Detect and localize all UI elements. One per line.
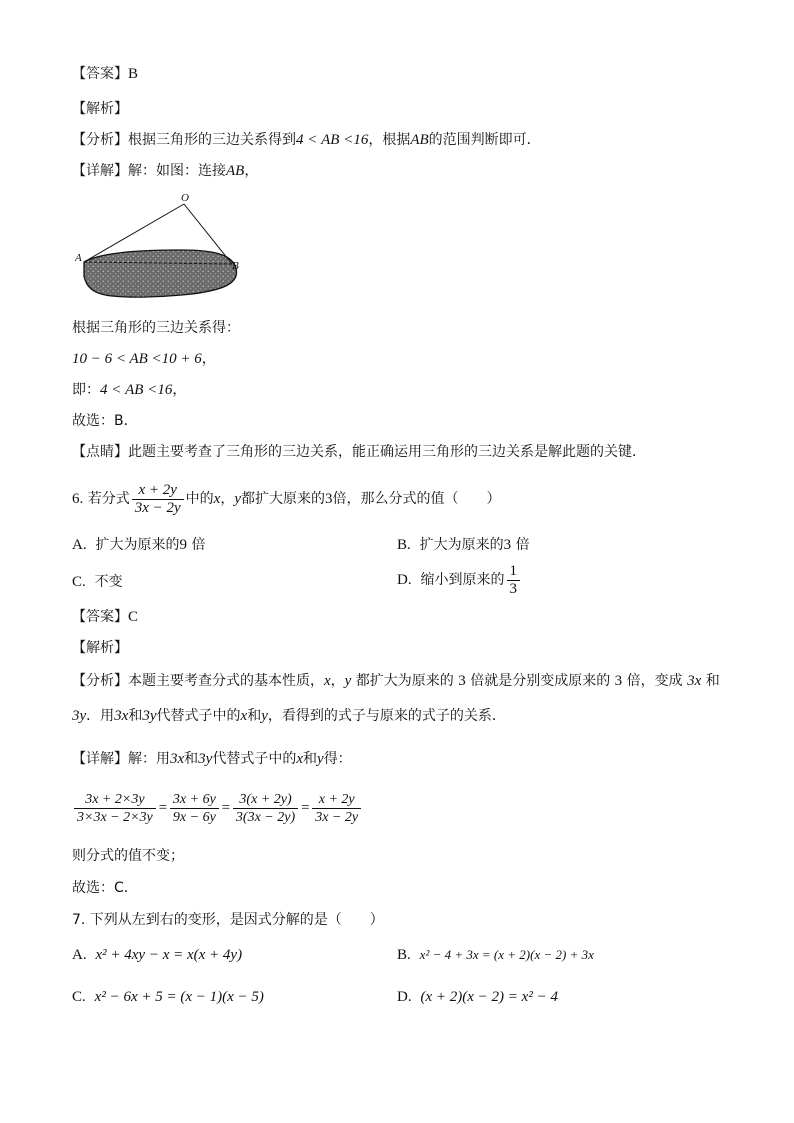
var-y: y [234,491,241,507]
number-3: 3 [614,673,623,689]
step3-prefix: 即： [72,382,100,398]
q5-step2 [72,349,216,369]
fenxi-text: 本题主要考查分式的基本性质， [128,673,324,689]
answer-value: B [128,66,139,82]
fraction-denominator: 3×3x − 2×3y [77,810,153,826]
label-b: B [232,260,239,272]
q6-number: 6. [72,491,84,507]
step3-inequality: 4 < AB <16 [100,382,173,398]
fraction-numerator: 3x + 2×3y [74,791,156,809]
option-expression: x² − 4 + 3x = (x + 2)(x − 2) + 3x [419,947,594,962]
xiangjie-text: 和 [303,751,318,767]
q6-option-d[interactable] [397,560,522,600]
q5-xiangjie-line [72,161,258,181]
q5-analysis-tag: 【解析】 [72,101,128,117]
q6-equation-chain [72,788,363,829]
xiangjie-text: 得： [323,751,352,767]
answer-tag: 【答案】 [72,609,128,625]
xiangjie-text: 解：用 [128,751,170,767]
option-label: A. [72,537,87,553]
q7-option-c[interactable] [72,987,264,1007]
q7-option-a[interactable] [72,945,242,965]
q6-stem [72,480,500,518]
q6-stem-comma: ， [220,491,235,507]
fenxi-text: 根据三角形的三边关系得到 [128,132,296,148]
q7-option-d[interactable] [397,987,558,1007]
lake-shape [84,250,237,297]
xiangjie-tag: 【详解】 [72,751,128,767]
q6-analysis-tag: 【解析】 [72,640,128,656]
option-label: C. [72,989,86,1005]
equals-sign: = [157,800,168,816]
var-y: y [261,708,268,724]
fraction-denominator: 9x − 6y [172,810,216,826]
option-text: 扩大为原来的 [419,537,504,553]
fraction-denominator: 3(3x − 2y) [235,810,296,826]
fenxi-tag: 【分析】 [72,673,128,689]
eq-fraction-3 [233,791,298,826]
fenxi-text: 都扩大为原来的 [355,673,454,689]
var-y: y [317,751,324,767]
q6-stem-text: 倍，那么分式的值（ ） [332,491,501,507]
q6-stem-text: 都扩大原来的 [240,491,325,507]
fenxi-text: 的范围判断即可． [428,132,541,148]
q5-answer-line [72,64,138,84]
fraction-numerator: x + 2y [312,791,361,809]
var-x: x [296,751,304,767]
expr-3x: 3x [114,708,129,724]
dianjing-text: 此题主要考查了三角形的三边关系，能正确运用三角形的三边关系是解此题的关键． [128,444,646,460]
expr-3y: 3y [142,708,157,724]
xiangjie-tag: 【详解】 [72,163,128,179]
fenxi-text: 和 [247,708,262,724]
expr-3x: 3x [687,673,702,689]
q6-conclusion: 则分式的值不变； [72,848,184,864]
q5-fenxi-line [72,130,541,150]
xiangjie-ab: AB [226,163,245,179]
number-3: 3 [458,673,466,689]
q5-choose: 故选：B． [72,413,138,429]
var-x: x [324,673,331,689]
fraction-denominator: 3 [509,580,517,597]
xiangjie-text: 代替式子中的 [212,751,297,767]
expr-3y: 3y [72,708,87,724]
q6-xiangjie-line [72,749,352,769]
label-o: O [181,192,189,204]
q6-option-b[interactable] [397,535,530,555]
option-label: D. [397,989,412,1005]
answer-value: C [128,609,139,625]
number-3: 3 [324,491,333,507]
fenxi-text: 和 [128,708,143,724]
q6-option-a[interactable] [72,535,205,555]
xiangjie-end: ， [244,163,259,179]
q5-dianjing-line [72,442,646,462]
option-text: 倍 [191,537,206,553]
option-label: B. [397,537,411,553]
expr-3y: 3y [198,751,213,767]
option-expression: x² + 4xy − x = x(x + 4y) [95,947,243,963]
var-x: x [240,708,248,724]
answer-tag: 【答案】 [72,66,128,82]
q6-fraction [132,482,184,517]
dianjing-tag: 【点睛】 [72,444,128,460]
var-x: x [213,491,221,507]
step2-end: ， [201,351,216,367]
option-expression: (x + 2)(x − 2) = x² − 4 [420,989,558,1005]
xiangjie-text: 和 [184,751,199,767]
option-text: 不变 [94,574,123,590]
eq-fraction-1 [74,791,156,826]
fraction-numerator: 3(x + 2y) [233,791,298,809]
eq-fraction-4 [312,791,361,826]
fraction-denominator: 3x − 2y [315,810,359,826]
option-label: C. [72,574,86,590]
fraction-numerator: 3x + 6y [170,791,219,809]
fenxi-tag: 【分析】 [72,132,128,148]
q6-fenxi-line-1 [72,671,720,691]
fenxi-text: ，根据 [368,132,411,148]
q5-step1: 根据三角形的三边关系得： [72,320,240,336]
option-label: D. [397,572,412,588]
label-a: A [75,252,82,264]
fenxi-comma: ， [330,673,345,689]
fenxi-text: 和 [705,673,720,689]
xiangjie-text: 解：如图：连接 [128,163,226,179]
option-label: A. [72,947,87,963]
step3-end: ， [172,382,187,398]
option-number: 9 [179,537,187,553]
fenxi-text: 倍，变成 [626,673,683,689]
q6-option-c[interactable] [72,572,123,592]
q6-fenxi-line-2 [72,706,506,726]
q6-stem-text: 中的 [185,491,214,507]
option-number: 3 [503,537,512,553]
equals-sign: = [220,800,231,816]
fenxi-text: ．用 [86,708,115,724]
fraction-numerator: 1 [507,563,521,581]
option-text: 扩大为原来的 [95,537,180,553]
q6-choose: 故选：C． [72,880,138,896]
expr-3x: 3x [170,751,185,767]
fenxi-text: 倍就是分别变成原来的 [470,673,611,689]
var-y: y [344,673,352,689]
fenxi-text: ，看得到的式子与原来的式子的关系． [267,708,506,724]
fraction-denominator: 3x − 2y [134,499,181,516]
step2-inequality: 10 − 6 < AB <10 + 6 [72,351,202,367]
option-text: 倍 [515,537,530,553]
q6-stem-text: 若分式 [87,491,130,507]
eq-fraction-2 [170,791,219,826]
q6-answer-line [72,607,138,627]
equals-sign: = [300,800,311,816]
q5-step3 [72,380,186,400]
option-d-fraction [507,563,521,598]
option-expression: x² − 6x + 5 = (x − 1)(x − 5) [94,989,264,1005]
fenxi-inequality: 4 < AB <16 [296,132,369,148]
q7-option-b[interactable] [397,945,594,965]
q7-stem: 7. 下列从左到右的变形，是因式分解的是（ ） [72,912,384,928]
fraction-numerator: x + 2y [132,482,184,500]
option-label: B. [397,947,411,963]
fenxi-text: 代替式子中的 [156,708,241,724]
triangle-lake-figure [72,190,252,308]
fenxi-ab: AB [410,132,429,148]
option-text: 缩小到原来的 [420,572,505,588]
